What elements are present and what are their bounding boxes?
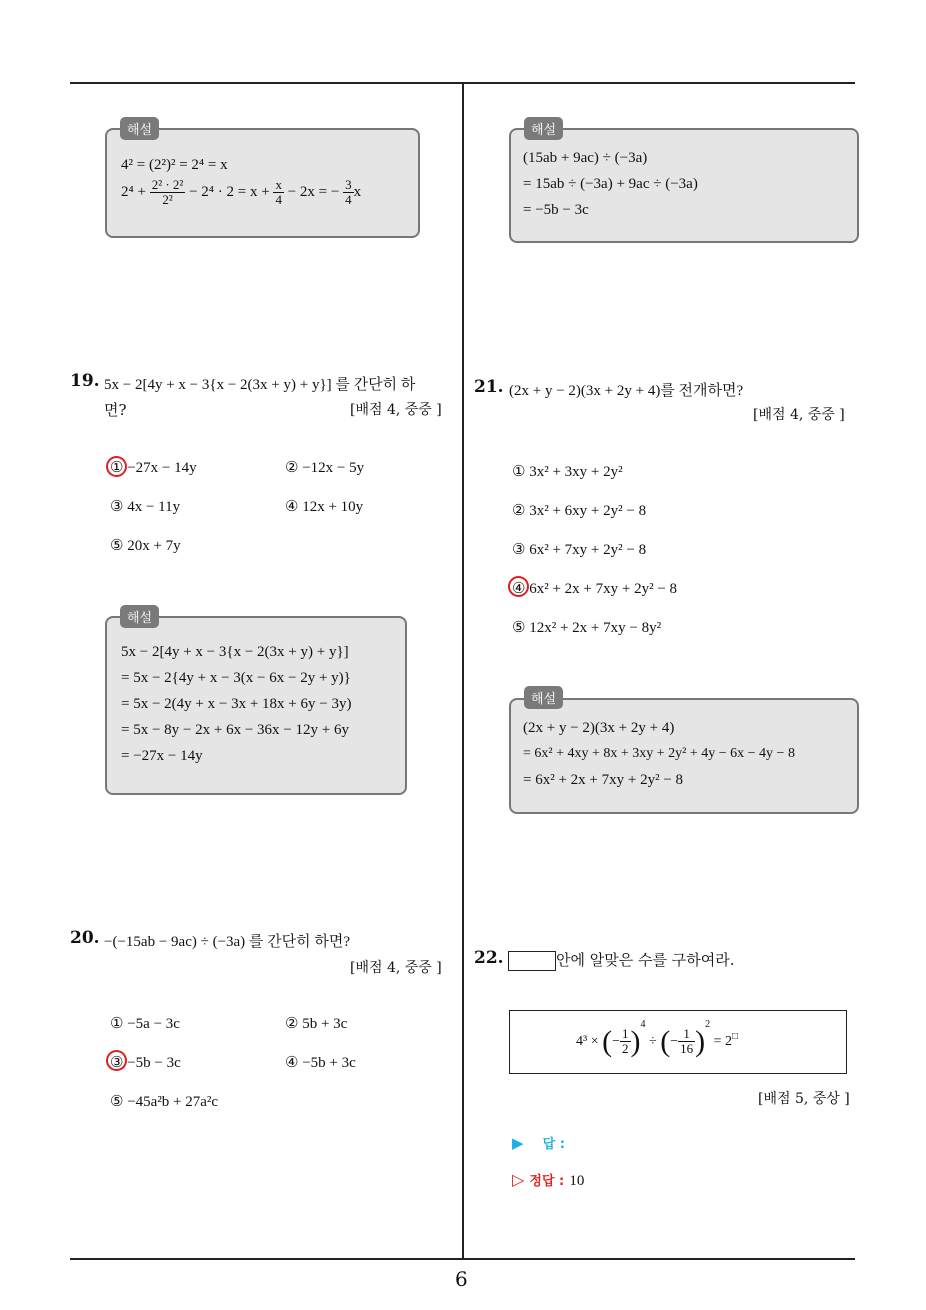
q22-expression-box	[509, 1010, 847, 1074]
q22-expression: 4³ × (− $\frac{1}{2}$ )$^4$ ÷ (− $\frac{1}{16}$ )$^2$ = 2□	[576, 1019, 739, 1058]
correct-arrow-icon: ▷	[512, 1170, 525, 1189]
correct-value: 10	[569, 1173, 585, 1189]
q20-choice-3[interactable]: ③ −5b − 3c	[110, 1055, 181, 1071]
q20-text: −(−15ab − 9ac) ÷ (−3a) 를 간단히 하면?	[104, 934, 351, 950]
q21-solution-box	[509, 698, 859, 814]
q21-solution-tag: 해설	[524, 686, 563, 709]
q19-solution-line3: = 5x − 2(4y + x − 3x + 18x + 6y − 3y)	[121, 696, 352, 712]
q19-solution-tag: 해설	[120, 605, 159, 628]
q18-solution-line2: 2⁴ + $\frac{\text{2² · 2²}}{\text{2²}}$ − 2⁴ · 2 = x + $\frac{x}{4}$ − 2x = − $\frac{3}{4}$ x	[121, 177, 362, 207]
q21-choice-5[interactable]: ⑤ 12x² + 2x + 7xy − 8y²	[512, 620, 662, 636]
q19-choice-5[interactable]: ⑤ 20x + 7y	[110, 538, 181, 554]
bottom-rule	[70, 1258, 855, 1260]
q21-choice-4[interactable]: ④ 6x² + 2x + 7xy + 2y² − 8	[512, 581, 678, 597]
q21-text: (2x + y − 2)(3x + 2y + 4)를 전개하면?	[509, 383, 744, 399]
q19-choice-4[interactable]: ④ 12x + 10y	[285, 499, 364, 515]
q21-choice-1[interactable]: ① 3x² + 3xy + 2y²	[512, 464, 623, 480]
q20-choice-1[interactable]: ① −5a − 3c	[110, 1016, 180, 1032]
q22-text: 안에 알맞은 수를 구하여라.	[556, 951, 735, 969]
correct-label: 정답 :	[529, 1174, 565, 1189]
answer-arrow-icon: ▶	[512, 1134, 524, 1152]
q21-number: 21.	[474, 377, 504, 397]
q19-choice-3[interactable]: ③ 4x − 11y	[110, 499, 181, 515]
q20-choice-2[interactable]: ② 5b + 3c	[285, 1016, 348, 1032]
q22-number: 22.	[474, 948, 504, 968]
q20-choice-5[interactable]: ⑤ −45a²b + 27a²c	[110, 1094, 219, 1110]
q18-solution-box	[105, 128, 420, 238]
q20-choice-4[interactable]: ④ −5b + 3c	[285, 1055, 356, 1071]
q19-solution-line5: = −27x − 14y	[121, 748, 203, 764]
q22-points: [배점 5, 중상 ]	[758, 1091, 850, 1107]
q22-question	[508, 949, 734, 971]
q22-blank-box	[508, 951, 556, 971]
answer-label: 답 :	[542, 1137, 565, 1152]
q21-choice-3[interactable]: ③ 6x² + 7xy + 2y² − 8	[512, 542, 647, 558]
q21-solution-line2: = 6x² + 4xy + 8x + 3xy + 2y² + 4y − 6x − 4y − 8	[523, 746, 795, 761]
q20-solution-line2: = 15ab ÷ (−3a) + 9ac ÷ (−3a)	[523, 176, 698, 192]
q20-solution-line3: = −5b − 3c	[523, 202, 589, 218]
column-divider	[462, 83, 464, 1259]
q20-solution-tag: 해설	[524, 117, 563, 140]
q19-solution-line1: 5x − 2[4y + x − 3{x − 2(3x + y) + y}]	[121, 644, 349, 660]
q18-solution-line1: 4² = (2²)² = 2⁴ = x	[121, 157, 228, 173]
q20-solution-line1: (15ab + 9ac) ÷ (−3a)	[523, 150, 648, 166]
q20-solution-box	[509, 128, 859, 243]
q22-answer-row	[512, 1133, 565, 1152]
q21-points: [배점 4, 중중 ]	[753, 407, 845, 423]
q21-choice-2[interactable]: ② 3x² + 6xy + 2y² − 8	[512, 503, 647, 519]
q22-correct-row	[512, 1170, 584, 1190]
q19-choice-1[interactable]: ① −27x − 14y	[110, 460, 197, 476]
q19-number: 19.	[70, 371, 100, 391]
q19-text-line1: 5x − 2[4y + x − 3{x − 2(3x + y) + y}] 를 간단히 하	[104, 377, 416, 393]
q18-solution-tag: 해설	[120, 117, 159, 140]
q19-points: [배점 4, 중중 ]	[350, 402, 442, 418]
q19-solution-box	[105, 616, 407, 795]
q21-solution-line1: (2x + y − 2)(3x + 2y + 4)	[523, 720, 675, 736]
q19-solution-line2: = 5x − 2{4y + x − 3(x − 6x − 2y + y)}	[121, 670, 351, 686]
q20-points: [배점 4, 중중 ]	[350, 960, 442, 976]
q19-solution-line4: = 5x − 8y − 2x + 6x − 36x − 12y + 6y	[121, 722, 349, 738]
q21-solution-line3: = 6x² + 2x + 7xy + 2y² − 8	[523, 772, 684, 788]
q19-text-line2: 면?	[104, 401, 127, 419]
q19-choice-2[interactable]: ② −12x − 5y	[285, 460, 365, 476]
q20-number: 20.	[70, 928, 100, 948]
page-number: 6	[455, 1267, 468, 1291]
